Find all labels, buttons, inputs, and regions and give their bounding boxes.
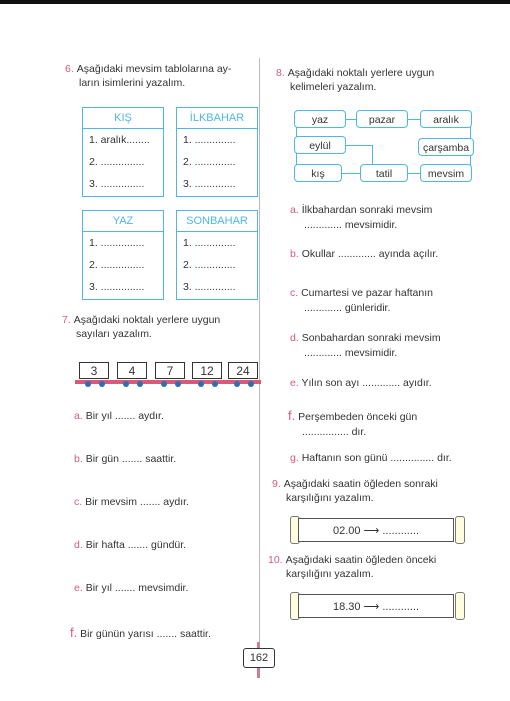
wheel-icon <box>85 381 91 387</box>
word-mevsim[interactable]: mevsim <box>420 164 472 182</box>
wheel-icon <box>123 381 129 387</box>
wheel-icon <box>99 381 105 387</box>
train-car: 24 <box>228 362 258 379</box>
item-letter: e. <box>290 377 299 389</box>
wheel-icon <box>198 381 204 387</box>
season-row[interactable]: 2. .............. <box>183 259 236 271</box>
q8-item-e[interactable] <box>290 377 490 389</box>
season-row[interactable]: 1. .............. <box>183 237 236 249</box>
word-connector <box>346 145 372 146</box>
train-car: 12 <box>192 362 222 379</box>
q10-time-text[interactable]: 18.30 ⟶ ............ <box>298 594 454 618</box>
train-car: 3 <box>79 362 109 379</box>
item-text-line2: ............. günleridir. <box>304 302 391 314</box>
top-border <box>0 0 510 4</box>
item-text-line2: ............. mevsimidir. <box>304 219 398 231</box>
season-row[interactable]: 3. ............... <box>89 178 145 190</box>
q6-prompt <box>65 62 265 90</box>
q8-text-line2: kelimeleri yazalım. <box>290 81 377 93</box>
word-connector <box>408 173 420 174</box>
item-text: Bir yıl ....... aydır. <box>85 410 164 422</box>
season-row[interactable]: 1. aralık........ <box>89 134 150 146</box>
train-car: 4 <box>117 362 147 379</box>
wheel-icon <box>212 381 218 387</box>
word-carsamba[interactable]: çarşamba <box>418 138 474 156</box>
q7-text-line1: Aşağıdaki noktalı yerlere uygun <box>73 314 221 326</box>
wheel-icon <box>175 381 181 387</box>
word-connector <box>408 119 420 120</box>
q6-text-line2: ların isimlerini yazalım. <box>79 77 186 89</box>
season-row[interactable]: 3. ............... <box>89 281 145 293</box>
season-row[interactable]: 3. .............. <box>183 281 236 293</box>
item-text-line2: ................ dır. <box>302 426 367 438</box>
q7-item-c[interactable] <box>74 496 189 508</box>
item-text: Sonbahardan sonraki mevsim <box>301 332 441 344</box>
q8-item-b[interactable] <box>290 248 490 260</box>
season-box-sonbahar <box>176 210 258 300</box>
item-letter: c. <box>290 287 299 299</box>
season-row[interactable]: 2. ............... <box>89 259 145 271</box>
q10-number: 10. <box>268 554 283 566</box>
season-box-kis <box>82 107 164 197</box>
item-text: Okullar ............. ayında açılır. <box>301 248 439 260</box>
q7-text-line2: sayıları yazalım. <box>76 328 152 340</box>
season-row[interactable]: 2. ............... <box>89 156 145 168</box>
word-kis[interactable]: kış <box>294 164 342 182</box>
q8-item-a[interactable] <box>290 203 490 233</box>
word-tatil[interactable]: tatil <box>360 164 408 182</box>
q10-text-line1: Aşağıdaki saatin öğleden önceki <box>285 554 437 566</box>
column-divider <box>259 58 260 648</box>
wheel-icon <box>137 381 143 387</box>
q7-prompt <box>62 313 262 341</box>
q10-prompt <box>268 553 483 581</box>
page-number: 162 <box>243 648 275 668</box>
scroll-end-right <box>455 516 465 544</box>
wheel-icon <box>161 381 167 387</box>
q8-item-d[interactable] <box>290 331 490 361</box>
item-letter: c. <box>74 496 83 508</box>
q9-time-text[interactable]: 02.00 ⟶ ............ <box>298 518 454 542</box>
wheel-icon <box>248 381 254 387</box>
q7-item-b[interactable] <box>74 453 176 465</box>
item-text: Bir yıl ....... mevsimdir. <box>85 582 189 594</box>
q6-number: 6. <box>65 63 74 75</box>
word-connector <box>346 119 356 120</box>
q8-item-g[interactable] <box>290 452 490 464</box>
season-row[interactable]: 1. ............... <box>89 237 145 249</box>
q8-number: 8. <box>276 67 285 79</box>
item-text: Yılın son ayı ............. ayıdır. <box>301 377 432 389</box>
q9-text-line2: karşılığını yazalım. <box>286 492 374 504</box>
season-title: KIŞ <box>83 108 163 129</box>
q7-item-d[interactable] <box>74 539 186 551</box>
q8-prompt <box>276 66 486 94</box>
word-pazar[interactable]: pazar <box>356 110 408 128</box>
item-letter: f. <box>70 625 78 640</box>
item-letter: a. <box>74 410 83 422</box>
item-text: Perşembeden önceki gün <box>298 411 418 423</box>
q8-item-c[interactable] <box>290 286 490 316</box>
word-yaz[interactable]: yaz <box>294 110 346 128</box>
train-car: 7 <box>155 362 185 379</box>
item-letter: f. <box>288 408 296 423</box>
item-text: İlkbahardan sonraki mevsim <box>301 204 433 216</box>
scroll-end-right <box>455 592 465 620</box>
season-title: YAZ <box>83 211 163 232</box>
word-eylul[interactable]: eylül <box>294 136 346 154</box>
season-row[interactable]: 1. .............. <box>183 134 236 146</box>
q8-item-f[interactable] <box>288 408 488 440</box>
wheel-icon <box>234 381 240 387</box>
q9-time-box <box>290 516 465 544</box>
number-train <box>75 362 261 386</box>
item-letter: a. <box>290 204 299 216</box>
q10-text-line2: karşılığını yazalım. <box>286 568 374 580</box>
item-letter: e. <box>74 582 83 594</box>
q9-number: 9. <box>272 478 281 490</box>
q7-number: 7. <box>62 314 71 326</box>
item-text-line2: ............. mevsimidir. <box>304 347 398 359</box>
item-letter: b. <box>74 453 83 465</box>
q10-time-box <box>290 592 465 620</box>
q9-prompt <box>272 477 482 505</box>
q8-text-line1: Aşağıdaki noktalı yerlere uygun <box>287 67 435 79</box>
season-row[interactable]: 3. .............. <box>183 178 236 190</box>
season-box-yaz <box>82 210 164 300</box>
word-aralik[interactable]: aralık <box>420 110 472 128</box>
season-box-ilkbahar <box>176 107 258 197</box>
season-title: İLKBAHAR <box>177 108 257 129</box>
item-text: Cumartesi ve pazar haftanın <box>301 287 433 299</box>
item-text: Haftanın son günü ............... dır. <box>301 452 452 464</box>
q6-text-line1: Aşağıdaki mevsim tablolarına ay- <box>76 63 232 75</box>
q7-item-f[interactable] <box>70 625 211 640</box>
q7-item-a[interactable] <box>74 410 164 422</box>
item-letter: d. <box>290 332 299 344</box>
item-letter: b. <box>290 248 299 260</box>
item-text: Bir mevsim ....... aydır. <box>85 496 189 508</box>
season-row[interactable]: 2. .............. <box>183 156 236 168</box>
item-text: Bir günün yarısı ....... saattir. <box>80 628 211 640</box>
q7-item-e[interactable] <box>74 582 188 594</box>
season-title: SONBAHAR <box>177 211 257 232</box>
item-letter: g. <box>290 452 299 464</box>
q9-text-line1: Aşağıdaki saatin öğleden sonraki <box>283 478 438 490</box>
item-text: Bir hafta ....... gündür. <box>85 539 187 551</box>
item-text: Bir gün ....... saattir. <box>85 453 177 465</box>
item-letter: d. <box>74 539 83 551</box>
